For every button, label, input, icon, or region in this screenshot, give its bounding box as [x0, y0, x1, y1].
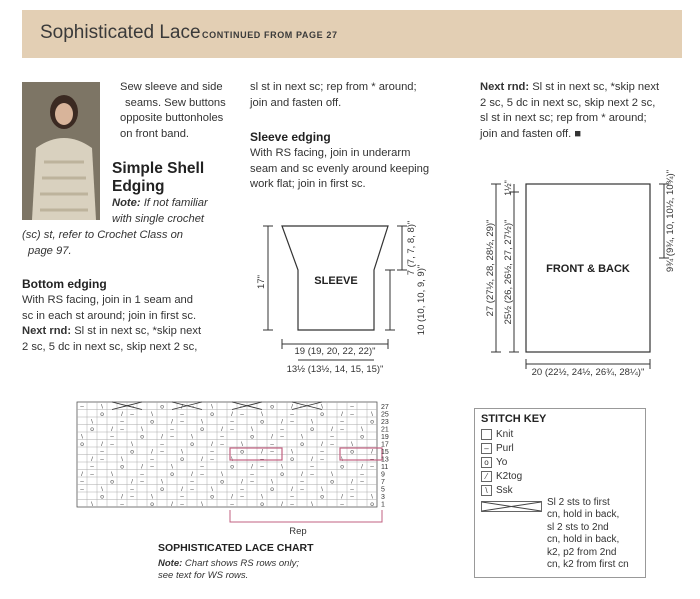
chart-note-label: Note:: [158, 558, 183, 569]
rep-bracket: [230, 510, 382, 522]
stitch-mark: –: [290, 411, 294, 418]
stitch-mark: \: [131, 441, 133, 448]
stitch-mark: \: [221, 471, 223, 478]
sleeve-lower-dim: 10 (10, 10, 9, 9)": [416, 264, 427, 336]
stitch-mark: \: [311, 418, 313, 426]
stitch-mark: –: [290, 501, 294, 508]
stitch-mark: /: [221, 426, 223, 433]
stitch-mark: o: [360, 433, 364, 441]
stitch-mark: /: [211, 441, 213, 448]
stitch-mark: –: [370, 463, 374, 471]
key-item-label: Yo: [496, 457, 508, 469]
stitch-mark: o: [110, 478, 114, 486]
stitch-mark: /: [291, 486, 293, 493]
stitch-mark: –: [90, 471, 94, 478]
stitch-mark: –: [140, 471, 144, 478]
sleeve-label: SLEEVE: [314, 275, 358, 287]
stitch-mark: –: [340, 501, 344, 508]
key-item-k2tog: [481, 471, 522, 482]
stitch-mark: –: [240, 411, 244, 418]
ssk-symbol-icon: \: [481, 485, 492, 496]
stitch-mark: /: [201, 456, 203, 463]
stitch-mark: /: [81, 471, 83, 478]
row-number: 1: [381, 501, 385, 509]
stitch-mark: /: [91, 456, 93, 463]
stitch-mark: –: [180, 418, 184, 426]
stitch-mark: o: [280, 471, 284, 478]
stitch-mark: –: [280, 433, 284, 441]
stitch-mark: \: [261, 411, 263, 418]
stitch-mark: o: [270, 486, 274, 493]
stitch-mark: –: [80, 478, 84, 486]
stitch-mark: /: [231, 411, 233, 418]
body-label: FRONT & BACK: [546, 263, 630, 275]
crochet-note-cont: [22, 228, 183, 259]
stitch-mark: –: [100, 448, 104, 456]
stitch-mark: o: [260, 501, 264, 508]
bottom-line: sc in each st around; join in first sc.: [22, 309, 197, 322]
front-back-schematic: [480, 168, 685, 380]
stitch-mark: o: [300, 441, 304, 448]
stitch-mark: –: [220, 441, 224, 448]
stitch-mark: \: [341, 456, 343, 463]
cable-description: [547, 497, 629, 571]
stitch-mark: o: [160, 486, 164, 493]
stitch-mark: o: [340, 463, 344, 471]
cont-line: sl st in next sc; rep from * around;: [250, 81, 417, 93]
next-rnd-text: 2 sc, 5 dc in next sc, skip next 2 sc,: [480, 96, 656, 109]
stitch-mark: –: [260, 463, 264, 471]
stitch-mark: –: [350, 403, 354, 411]
body-length-dim: 27 (27½, 28, 28½, 29)": [485, 219, 496, 317]
col2-cont-text: [250, 80, 417, 111]
note-line: with single crochet: [112, 212, 205, 225]
sleeve-line: work flat; join in first sc.: [250, 178, 366, 190]
stitch-mark: /: [341, 411, 343, 418]
stitch-mark: –: [230, 501, 234, 508]
key-item-label: Ssk: [496, 485, 513, 497]
row-number: 3: [381, 494, 385, 501]
stitch-mark: –: [80, 403, 84, 411]
cable-line: cn, hold in back,: [547, 534, 620, 546]
stitch-mark: –: [220, 433, 224, 441]
stitch-mark: –: [330, 441, 334, 448]
knit-symbol-icon: [481, 429, 492, 440]
bottom-edging-heading: Bottom edging: [22, 277, 107, 291]
stitch-mark: \: [321, 486, 323, 493]
stitch-mark: \: [151, 411, 153, 418]
stitch-mark: /: [251, 463, 253, 471]
header-band: [22, 10, 682, 58]
cable-line: cn, k2 from first cn: [547, 559, 629, 571]
row-number: 13: [381, 456, 389, 464]
stitch-mark: \: [291, 448, 293, 456]
stitch-mark: o: [370, 418, 374, 426]
stitch-mark: /: [141, 463, 143, 471]
stitch-mark: –: [170, 426, 174, 433]
model-photo: [22, 82, 100, 220]
stitch-mark: –: [330, 433, 334, 441]
stitch-mark: /: [301, 471, 303, 478]
key-item-label: Knit: [496, 429, 514, 441]
stitch-mark: /: [371, 448, 373, 456]
continued-note: CONTINUED FROM PAGE 27: [202, 30, 338, 40]
stitch-mark: o: [210, 493, 214, 501]
stitch-mark: o: [230, 463, 234, 471]
note-line: If not familiar: [143, 197, 208, 209]
body-lower-dim: 25½ (26, 26½, 27, 27½)": [503, 219, 514, 325]
row-number: 23: [381, 419, 389, 426]
stitch-mark: –: [300, 486, 304, 493]
next-rnd-text: sl st in next sc; rep from * around;: [480, 112, 647, 124]
crochet-note: [112, 196, 208, 227]
stitch-mark: –: [200, 463, 204, 471]
chart-note: [158, 558, 299, 582]
stitch-mark: /: [151, 448, 153, 456]
next-rnd-label: Next rnd:: [22, 325, 72, 337]
stitch-mark: o: [150, 501, 154, 508]
stitch-mark: o: [200, 426, 204, 433]
next-rnd-text: Sl st in next sc, *skip next: [532, 81, 660, 93]
chart-grid: [77, 402, 377, 508]
stitch-mark: –: [290, 493, 294, 501]
stitch-mark: /: [351, 478, 353, 486]
stitch-mark: –: [280, 426, 284, 433]
stitch-mark: –: [320, 456, 324, 463]
stitch-mark: –: [340, 426, 344, 433]
stitch-mark: –: [360, 471, 364, 478]
stitch-mark: –: [290, 418, 294, 426]
row-number: 15: [381, 449, 389, 456]
stitch-mark: \: [101, 486, 103, 493]
stitch-mark: –: [310, 471, 314, 478]
stitch-mark: –: [270, 441, 274, 448]
stitch-mark: –: [110, 433, 114, 441]
stitch-mark: \: [181, 448, 183, 456]
note-line: (sc) st, refer to Crochet Class on: [22, 229, 184, 241]
cable-line: sl 2 sts to 2nd: [547, 521, 609, 533]
stitch-mark: –: [270, 448, 274, 456]
stitch-mark: \: [301, 433, 303, 441]
page-title: Sophisticated Lace: [40, 22, 201, 43]
stitch-mark: \: [371, 411, 373, 418]
sleeve-length-dim: 17": [256, 275, 267, 289]
stitch-mark: o: [250, 433, 254, 441]
stitch-mark: \: [331, 471, 333, 478]
stitch-mark: \: [361, 426, 363, 433]
stitch-mark: –: [190, 478, 194, 486]
stitch-mark: \: [241, 441, 243, 448]
stitch-mark: o: [330, 478, 334, 486]
stitch-mark: o: [350, 448, 354, 456]
stitch-mark: –: [240, 486, 244, 493]
stitch-mark: o: [370, 501, 374, 508]
stitch-mark: \: [161, 478, 163, 486]
rep-label: Rep: [289, 526, 307, 537]
sleeve-schematic: [250, 210, 450, 380]
stitch-mark: \: [141, 426, 143, 433]
row-number: 17: [381, 441, 389, 449]
cable-symbol-icon: [481, 501, 543, 513]
stitch-mark: –: [120, 426, 124, 433]
stitch-mark: \: [311, 501, 313, 508]
sleeve-cap-dim: 7 (7, 7, 8, 8)": [406, 220, 417, 276]
stitch-mark: –: [200, 471, 204, 478]
stitch-mark: –: [130, 493, 134, 501]
stitch-mark: \: [351, 441, 353, 448]
cable-line: k2, p2 from 2nd: [547, 546, 617, 558]
body-width-dim: 20 (22½, 24½, 26¾, 28¼)": [531, 367, 645, 378]
sleeve-line: With RS facing, join in underarm: [250, 147, 411, 159]
stitch-mark: /: [261, 448, 263, 456]
stitch-mark: –: [130, 486, 134, 493]
stitch-mark: /: [241, 478, 243, 486]
sleeve-line: seam and sc evenly around keeping: [250, 162, 430, 175]
stitch-mark: /: [341, 493, 343, 501]
stitch-mark: o: [270, 403, 274, 411]
chart-note-line: see text for WS rows.: [158, 570, 249, 581]
stitch-mark: o: [320, 493, 324, 501]
stitch-mark: o: [290, 456, 294, 463]
stitch-mark: /: [161, 433, 163, 441]
stitch-mark: –: [150, 463, 154, 471]
stitch-mark: /: [281, 501, 283, 508]
stitch-mark: \: [251, 426, 253, 433]
stitch-mark: /: [171, 501, 173, 508]
stitch-mark: –: [360, 478, 364, 486]
stitch-mark: \: [81, 433, 83, 441]
stitch-mark: /: [271, 433, 273, 441]
stitch-mark: \: [91, 501, 93, 508]
stitch-mark: /: [331, 426, 333, 433]
intro-text: [120, 80, 226, 142]
yo-symbol-icon: o: [481, 457, 492, 468]
stitch-mark: –: [230, 418, 234, 426]
stitch-mark: o: [190, 441, 194, 448]
stitch-mark: –: [350, 411, 354, 418]
stitch-mark: \: [321, 403, 323, 411]
stitch-mark: \: [211, 486, 213, 493]
stitch-mark: –: [210, 448, 214, 456]
stitch-mark: –: [210, 456, 214, 463]
stitch-mark: –: [310, 463, 314, 471]
stitch-mark: –: [240, 493, 244, 501]
stitch-mark: o: [180, 456, 184, 463]
key-item-knit: [481, 429, 513, 440]
stitch-mark: o: [170, 471, 174, 478]
stitch-mark: /: [191, 471, 193, 478]
next-rnd-label: Next rnd:: [480, 81, 530, 93]
rep-highlight-box: [230, 448, 282, 460]
stitch-mark: –: [180, 501, 184, 508]
intro-line: on front band.: [120, 127, 190, 140]
stitch-mark: –: [260, 456, 264, 463]
stitch-mark: /: [121, 411, 123, 418]
stitch-mark: \: [121, 456, 123, 463]
cable-line: Sl 2 sts to first: [547, 497, 610, 508]
stitch-mark: \: [271, 478, 273, 486]
section-title-line: Simple Shell: [112, 160, 205, 177]
stitch-mark: –: [160, 448, 164, 456]
stitch-mark: o: [220, 478, 224, 486]
row-number: 7: [381, 479, 385, 486]
key-item-label: K2tog: [496, 471, 523, 483]
stitch-mark: o: [240, 448, 244, 456]
stitch-mark: \: [171, 463, 173, 471]
stitch-mark: /: [231, 493, 233, 501]
stitch-mark: /: [131, 478, 133, 486]
stitch-mark: \: [101, 403, 103, 411]
bottom-line: With RS facing, join in 1 seam and: [22, 294, 194, 306]
stitch-mark: \: [91, 418, 93, 426]
row-number: 25: [381, 411, 389, 419]
stitch-mark: \: [191, 433, 193, 441]
stitch-key-title: STITCH KEY: [481, 413, 547, 425]
stitch-mark: \: [371, 493, 373, 501]
stitch-mark: –: [100, 456, 104, 463]
stitch-mark: o: [90, 426, 94, 433]
stitch-mark: –: [170, 433, 174, 441]
stitch-mark: o: [80, 441, 84, 448]
next-rnd-text: 2 sc, 5 dc in next sc, skip next 2 sc,: [22, 340, 198, 353]
stitch-mark: –: [190, 486, 194, 493]
intro-line: Sew sleeve and side: [120, 81, 223, 93]
note-line: page 97.: [28, 244, 72, 257]
section-title-line: Edging: [112, 178, 165, 195]
stitch-mark: /: [171, 418, 173, 426]
next-rnd-text: join and fasten off. ■: [480, 127, 582, 140]
armhole-dim: 9¾ (9¾, 10, 10½, 10¾)": [665, 169, 676, 273]
rep-highlight-box: [340, 448, 382, 460]
stitch-mark: /: [361, 463, 363, 471]
stitch-mark: o: [310, 426, 314, 433]
key-item-yo: [481, 457, 507, 468]
row-number: 21: [381, 426, 389, 434]
stitch-mark: /: [111, 426, 113, 433]
purl-symbol-icon: –: [481, 443, 492, 454]
stitch-mark: \: [151, 493, 153, 501]
stitch-mark: o: [130, 448, 134, 456]
intro-line: opposite buttonholes: [120, 112, 224, 124]
stitch-mark: –: [120, 501, 124, 508]
key-item-purl: [481, 443, 514, 454]
intro-line: seams. Sew buttons: [125, 96, 226, 109]
stitch-mark: –: [180, 411, 184, 418]
key-item-ssk: [481, 485, 513, 496]
stitch-mark: o: [150, 418, 154, 426]
row-number: 27: [381, 404, 389, 411]
stitch-mark: \: [211, 403, 213, 411]
stitch-mark: /: [121, 493, 123, 501]
row-number: 11: [381, 464, 389, 471]
stitch-mark: –: [230, 426, 234, 433]
stitch-mark: –: [120, 418, 124, 426]
stitch-mark: –: [370, 456, 374, 463]
stitch-mark: o: [160, 403, 164, 411]
row-numbers: [381, 404, 389, 509]
stitch-mark: \: [201, 501, 203, 508]
stitch-mark: \: [231, 456, 233, 463]
stitch-mark: /: [101, 441, 103, 448]
stitch-mark: o: [210, 411, 214, 418]
stitch-mark: –: [150, 456, 154, 463]
bottom-edging-text: [22, 293, 201, 355]
note-label: Note:: [112, 197, 141, 209]
stitch-mark: /: [321, 441, 323, 448]
row-number: 5: [381, 486, 385, 494]
sleeve-bottom-width: 13½ (13½, 14, 15, 15)": [286, 364, 384, 375]
lace-chart: [72, 398, 402, 538]
stitch-mark: –: [300, 478, 304, 486]
stitch-mark: –: [250, 478, 254, 486]
body-upper-dim: 1½": [503, 180, 513, 196]
stitch-mark: /: [311, 456, 313, 463]
stitch-mark: /: [291, 403, 293, 411]
stitch-mark: o: [120, 463, 124, 471]
stitch-mark: \: [261, 493, 263, 501]
cont-line: join and fasten off.: [250, 96, 342, 109]
stitch-mark: –: [340, 418, 344, 426]
stitch-mark: o: [140, 433, 144, 441]
chart-title: SOPHISTICATED LACE CHART: [158, 542, 314, 554]
stitch-mark: –: [250, 471, 254, 478]
sleeve-top-width: 19 (19, 20, 22, 22)": [294, 346, 376, 357]
stitch-mark: o: [260, 418, 264, 426]
stitch-mark: –: [350, 493, 354, 501]
cable-line: cn, hold in back,: [547, 509, 620, 521]
stitch-mark: \: [201, 418, 203, 426]
k2tog-symbol-icon: ⁄: [481, 471, 492, 482]
stitch-mark: –: [110, 441, 114, 448]
stitch-mark: o: [100, 493, 104, 501]
stitch-mark: \: [281, 463, 283, 471]
stitch-key: [474, 408, 646, 578]
next-rnd-text: Sl st in next sc, *skip next: [74, 325, 202, 337]
row-number: 19: [381, 434, 389, 441]
stitch-mark: o: [320, 411, 324, 418]
section-title: [112, 160, 204, 196]
row-number: 9: [381, 471, 385, 479]
model-photo-illustration: [22, 82, 100, 220]
chart-note-line: Chart shows RS rows only;: [184, 558, 299, 569]
stitch-mark: –: [320, 448, 324, 456]
col3-text: [480, 80, 659, 142]
stitch-mark: –: [80, 486, 84, 493]
stitch-mark: –: [140, 478, 144, 486]
stitch-mark: –: [90, 463, 94, 471]
stitch-mark: \: [111, 471, 113, 478]
stitch-mark: –: [130, 411, 134, 418]
key-item-label: Purl: [496, 443, 514, 455]
stitch-mark: /: [181, 486, 183, 493]
stitch-mark: –: [160, 441, 164, 448]
sleeve-edging-heading: Sleeve edging: [250, 130, 331, 144]
stitch-mark: o: [100, 411, 104, 418]
stitch-mark: /: [281, 418, 283, 426]
sleeve-edging-text: [250, 146, 429, 193]
stitch-mark: –: [350, 486, 354, 493]
stitch-mark: –: [180, 493, 184, 501]
